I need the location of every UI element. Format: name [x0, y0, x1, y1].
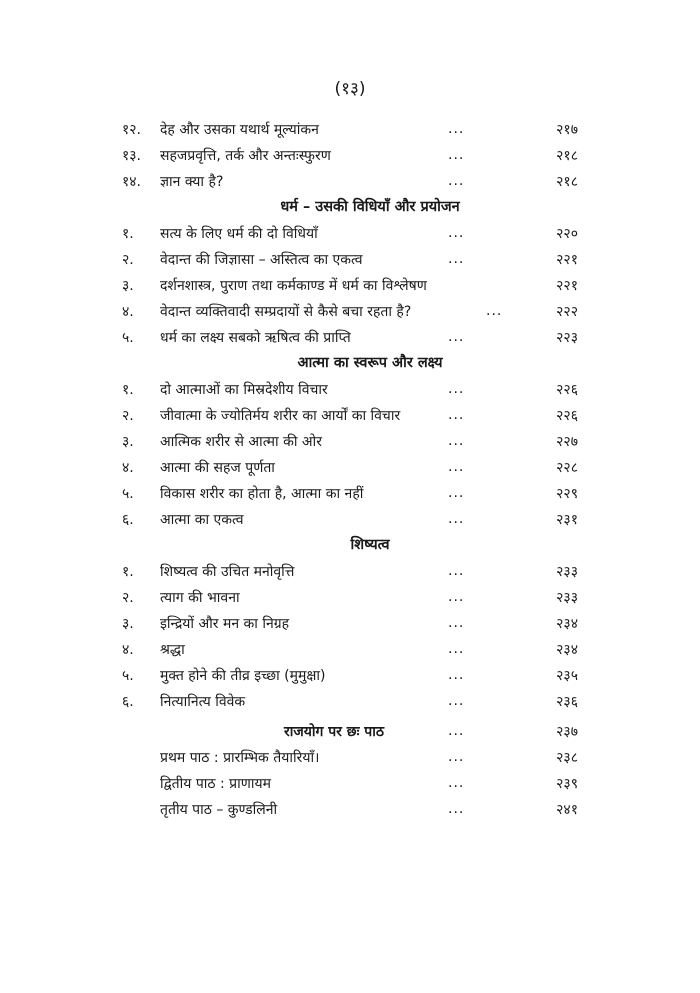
toc-entry: [122, 142, 578, 168]
entry-number: ५.: [122, 329, 134, 346]
toc-entry: [122, 324, 578, 350]
entry-page: २२८: [556, 459, 578, 476]
entry-page: २३३: [556, 589, 578, 606]
section-heading: धर्म – उसकी विधियाँ और प्रयोजन: [280, 199, 460, 215]
entry-page: २४१: [556, 801, 578, 818]
leader-dots: ...: [448, 589, 465, 605]
entry-title: नित्यानित्य विवेक: [160, 693, 246, 710]
toc-entry: [122, 272, 578, 298]
page-number: (१३): [334, 79, 366, 99]
toc-entry: [122, 168, 578, 194]
table-of-contents: [122, 116, 578, 822]
entry-title: श्रद्धा: [160, 641, 185, 658]
toc-entry: [122, 402, 578, 428]
entry-title: तृतीय पाठ – कुण्डलिनी: [160, 801, 278, 818]
entry-number: १.: [122, 225, 134, 242]
toc-entry: [122, 376, 578, 402]
leader-dots: ...: [486, 303, 503, 319]
toc-entry: [122, 480, 578, 506]
leader-dots: ...: [448, 173, 465, 189]
entry-number: ४.: [122, 303, 134, 320]
entry-number: ४.: [122, 641, 134, 658]
entry-title: आत्मिक शरीर से आत्मा की ओर: [160, 433, 322, 450]
entry-page: २३९: [556, 775, 578, 792]
leader-dots: ...: [448, 801, 465, 817]
entry-page: २३७: [556, 723, 578, 740]
entry-page: २२३: [556, 329, 578, 346]
entry-title: धर्म का लक्ष्य सबको ऋषित्व की प्राप्ति: [160, 329, 351, 346]
entry-page: २१७: [556, 121, 578, 138]
entry-title: त्याग की भावना: [160, 589, 240, 606]
toc-entry: [122, 506, 578, 532]
entry-number: २.: [122, 407, 134, 424]
entry-title: राजयोग पर छः पाठ: [283, 723, 385, 740]
leader-dots: ...: [448, 563, 465, 579]
entry-title: दर्शनशास्त्र, पुराण तथा कर्मकाण्ड में धर्म का विश्लेषण: [160, 277, 427, 294]
entry-title: सहजप्रवृत्ति, तर्क और अन्तःस्फुरण: [160, 147, 331, 164]
section-heading: आत्मा का स्वरूप और लक्ष्य: [297, 355, 443, 371]
entry-page: २२०: [556, 225, 578, 242]
leader-dots: ...: [448, 749, 465, 765]
leader-dots: ...: [448, 723, 465, 739]
toc-entry: [122, 298, 578, 324]
entry-page: २२७: [556, 433, 578, 450]
entry-number: ३.: [122, 433, 134, 450]
entry-title: दो आत्माओं का मिस्रदेशीय विचार: [160, 381, 328, 398]
leader-dots: ...: [448, 121, 465, 137]
toc-entry: [122, 220, 578, 246]
toc-entry: [122, 558, 578, 584]
entry-page: २२१: [556, 277, 578, 294]
entry-title: ज्ञान क्या है?: [160, 173, 224, 190]
toc-entry: [122, 636, 578, 662]
leader-dots: ...: [448, 693, 465, 709]
entry-title: मुक्त होने की तीव्र इच्छा (मुमुक्षा): [160, 667, 326, 684]
entry-page: २३५: [556, 667, 578, 684]
leader-dots: ...: [448, 615, 465, 631]
entry-title: प्रथम पाठ : प्रारम्भिक तैयारियाँ।: [160, 749, 320, 766]
leader-dots: ...: [448, 225, 465, 241]
toc-entry: [122, 116, 578, 142]
entry-number: ५.: [122, 485, 134, 502]
leader-dots: ...: [448, 329, 465, 345]
entry-number: ५.: [122, 667, 134, 684]
entry-page: २२२: [556, 303, 578, 320]
leader-dots: ...: [448, 251, 465, 267]
entry-title: आत्मा का एकत्व: [160, 511, 244, 528]
entry-title: सत्य के लिए धर्म की दो विधियाँ: [160, 225, 318, 242]
entry-page: २३४: [556, 641, 578, 658]
toc-entry: [122, 584, 578, 610]
entry-page: २३३: [556, 563, 578, 580]
entry-number: ६.: [122, 693, 134, 710]
entry-number: ३.: [122, 277, 134, 294]
toc-entry: [122, 744, 578, 770]
leader-dots: ...: [448, 147, 465, 163]
entry-page: २२९: [556, 485, 578, 502]
entry-page: २१८: [556, 147, 578, 164]
toc-entry: [122, 688, 578, 714]
entry-title: आत्मा की सहज पूर्णता: [160, 459, 275, 476]
toc-entry-rajyoga: [122, 718, 578, 744]
entry-page: २३४: [556, 615, 578, 632]
entry-title: द्वितीय पाठ : प्राणायम: [160, 775, 272, 792]
entry-page: २३६: [556, 693, 578, 710]
entry-number: ४.: [122, 459, 134, 476]
toc-entry: [122, 454, 578, 480]
entry-page: २३१: [556, 511, 578, 528]
entry-number: १.: [122, 381, 134, 398]
entry-page: २२६: [556, 407, 578, 424]
entry-page: २२१: [556, 251, 578, 268]
toc-entry: [122, 662, 578, 688]
toc-entry: [122, 246, 578, 272]
leader-dots: ...: [448, 641, 465, 657]
entry-number: १२.: [122, 121, 142, 138]
entry-title: शिष्यत्व की उचित मनोवृत्ति: [160, 563, 295, 580]
entry-title: जीवात्मा के ज्योतिर्मय शरीर का आर्यों का विचार: [160, 407, 401, 424]
entry-page: २२६: [556, 381, 578, 398]
entry-title: देह और उसका यथार्थ मूल्यांकन: [160, 121, 319, 138]
entry-page: २१८: [556, 173, 578, 190]
leader-dots: ...: [448, 775, 465, 791]
leader-dots: ...: [448, 667, 465, 683]
entry-number: २.: [122, 589, 134, 606]
entry-number: १.: [122, 563, 134, 580]
entry-title: इन्द्रियों और मन का निग्रह: [160, 615, 290, 632]
leader-dots: ...: [448, 459, 465, 475]
section-heading: शिष्यत्व: [350, 537, 390, 553]
toc-entry: [122, 796, 578, 822]
entry-title: विकास शरीर का होता है, आत्मा का नहीं: [160, 485, 364, 502]
leader-dots: ...: [448, 433, 465, 449]
entry-title: वेदान्त व्यक्तिवादी सम्प्रदायों से कैसे बचा रहता है?: [160, 303, 412, 320]
entry-number: ३.: [122, 615, 134, 632]
entry-title: वेदान्त की जिज्ञासा – अस्तित्व का एकत्व: [160, 251, 363, 268]
entry-number: १३.: [122, 147, 142, 164]
leader-dots: ...: [448, 485, 465, 501]
entry-number: १४.: [122, 173, 142, 190]
entry-number: २.: [122, 251, 134, 268]
toc-entry: [122, 610, 578, 636]
leader-dots: ...: [448, 381, 465, 397]
toc-entry: [122, 428, 578, 454]
entry-page: २३८: [556, 749, 578, 766]
toc-entry: [122, 770, 578, 796]
leader-dots: ...: [448, 511, 465, 527]
leader-dots: ...: [448, 407, 465, 423]
entry-number: ६.: [122, 511, 134, 528]
